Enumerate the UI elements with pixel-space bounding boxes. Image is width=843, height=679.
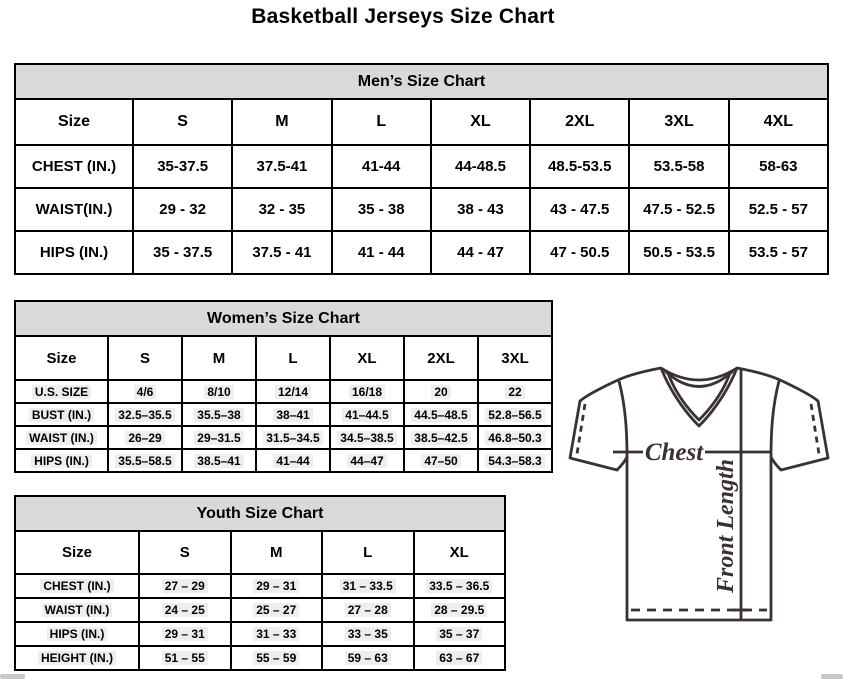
column-header: S [139, 531, 231, 574]
table-cell: 47 - 50.5 [530, 231, 629, 274]
table-cell: 31.5–34.5 [256, 426, 330, 449]
table-cell: 29 – 31 [231, 574, 323, 598]
column-header: 2XL [530, 99, 629, 145]
table-cell: 41–44.5 [330, 403, 404, 426]
table-cell: 44 - 47 [431, 231, 530, 274]
table-cell: 46.8–50.3 [478, 426, 552, 449]
row-label: HEIGHT (IN.) [15, 646, 139, 670]
table-cell: 38.5–42.5 [404, 426, 478, 449]
youth-table-header-row [15, 496, 505, 531]
mens-size-header-row [15, 99, 828, 145]
table-cell: 22 [478, 380, 552, 403]
table-cell: 29–31.5 [182, 426, 256, 449]
table-cell: 50.5 - 53.5 [629, 231, 728, 274]
row-label: HIPS (IN.) [15, 622, 139, 646]
table-cell: 31 – 33 [231, 622, 323, 646]
table-cell: 44.5–48.5 [404, 403, 478, 426]
youth-size-header-row [15, 531, 505, 574]
chest-measure-label: Chest [644, 439, 704, 466]
size-column-header: Size [15, 99, 133, 145]
womens-size-header-row [15, 336, 552, 380]
womens-table-header-row [15, 301, 552, 336]
table-cell: 28 – 29.5 [414, 598, 506, 622]
table-row [15, 574, 505, 598]
table-cell: 32 - 35 [232, 188, 331, 231]
table-cell: 44-48.5 [431, 145, 530, 188]
table-row [15, 449, 552, 472]
jersey-outline [570, 368, 828, 620]
table-cell: 37.5 - 41 [232, 231, 331, 274]
table-cell: 8/10 [182, 380, 256, 403]
page-title: Basketball Jerseys Size Chart [251, 5, 555, 28]
table-cell: 35 – 37 [414, 622, 506, 646]
table-row [15, 188, 828, 231]
column-header: M [231, 531, 323, 574]
table-cell: 48.5-53.5 [530, 145, 629, 188]
table-cell: 16/18 [330, 380, 404, 403]
table-row [15, 646, 505, 670]
table-cell: 38–41 [256, 403, 330, 426]
column-header: M [182, 336, 256, 380]
column-header: XL [431, 99, 530, 145]
table-row [15, 380, 552, 403]
table-cell: 53.5 - 57 [729, 231, 828, 274]
table-cell: 44–47 [330, 449, 404, 472]
table-cell: 33 – 35 [322, 622, 414, 646]
table-cell: 41 - 44 [332, 231, 431, 274]
table-row [15, 403, 552, 426]
column-header: L [332, 99, 431, 145]
column-header: S [108, 336, 182, 380]
mens-table-title: Men’s Size Chart [15, 64, 828, 99]
table-cell: 41–44 [256, 449, 330, 472]
table-cell: 31 – 33.5 [322, 574, 414, 598]
table-cell: 25 – 27 [231, 598, 323, 622]
youth-size-table [14, 495, 506, 671]
table-row [15, 231, 828, 274]
table-cell: 59 – 63 [322, 646, 414, 670]
table-cell: 63 – 67 [414, 646, 506, 670]
table-cell: 51 – 55 [139, 646, 231, 670]
table-cell: 26–29 [108, 426, 182, 449]
horizontal-scrollbar-left[interactable] [0, 674, 25, 679]
row-label: WAIST (IN.) [15, 598, 139, 622]
row-label: BUST (IN.) [15, 403, 108, 426]
column-header: S [133, 99, 232, 145]
row-label: WAIST(IN.) [15, 188, 133, 231]
row-label: CHEST (IN.) [15, 574, 139, 598]
jersey-diagram [561, 356, 835, 630]
table-cell: 35.5–38 [182, 403, 256, 426]
womens-size-table [14, 300, 553, 473]
mens-table-header-row [15, 64, 828, 99]
table-cell: 34.5–38.5 [330, 426, 404, 449]
table-cell: 35 - 38 [332, 188, 431, 231]
table-cell: 24 – 25 [139, 598, 231, 622]
table-cell: 37.5-41 [232, 145, 331, 188]
table-cell: 29 - 32 [133, 188, 232, 231]
front-length-measure-label: Front Length [713, 458, 739, 594]
table-cell: 38.5–41 [182, 449, 256, 472]
column-header: 4XL [729, 99, 828, 145]
table-cell: 4/6 [108, 380, 182, 403]
table-row [15, 622, 505, 646]
column-header: 3XL [629, 99, 728, 145]
table-cell: 12/14 [256, 380, 330, 403]
column-header: L [322, 531, 414, 574]
table-cell: 54.3–58.3 [478, 449, 552, 472]
table-cell: 53.5-58 [629, 145, 728, 188]
table-cell: 38 - 43 [431, 188, 530, 231]
size-column-header: Size [15, 531, 139, 574]
table-cell: 41-44 [332, 145, 431, 188]
row-label: WAIST (IN.) [15, 426, 108, 449]
table-cell: 35-37.5 [133, 145, 232, 188]
table-cell: 43 - 47.5 [530, 188, 629, 231]
table-cell: 20 [404, 380, 478, 403]
column-header: M [232, 99, 331, 145]
table-row [15, 426, 552, 449]
table-cell: 32.5–35.5 [108, 403, 182, 426]
size-column-header: Size [15, 336, 108, 380]
column-header: 2XL [404, 336, 478, 380]
youth-table-title: Youth Size Chart [15, 496, 505, 531]
row-label: HIPS (IN.) [15, 231, 133, 274]
column-header: XL [330, 336, 404, 380]
table-cell: 29 – 31 [139, 622, 231, 646]
table-cell: 35 - 37.5 [133, 231, 232, 274]
table-cell: 52.5 - 57 [729, 188, 828, 231]
table-cell: 47–50 [404, 449, 478, 472]
column-header: XL [414, 531, 506, 574]
mens-size-table [14, 63, 829, 275]
table-cell: 58-63 [729, 145, 828, 188]
row-label: U.S. SIZE [15, 380, 108, 403]
row-label: HIPS (IN.) [15, 449, 108, 472]
table-row [15, 598, 505, 622]
table-cell: 47.5 - 52.5 [629, 188, 728, 231]
table-cell: 52.8–56.5 [478, 403, 552, 426]
table-cell: 27 – 29 [139, 574, 231, 598]
row-label: CHEST (IN.) [15, 145, 133, 188]
table-cell: 33.5 – 36.5 [414, 574, 506, 598]
column-header: L [256, 336, 330, 380]
table-cell: 55 – 59 [231, 646, 323, 670]
table-row [15, 145, 828, 188]
womens-table-title: Women’s Size Chart [15, 301, 552, 336]
horizontal-scrollbar-right[interactable] [821, 674, 843, 679]
column-header: 3XL [478, 336, 552, 380]
table-cell: 35.5–58.5 [108, 449, 182, 472]
table-cell: 27 – 28 [322, 598, 414, 622]
